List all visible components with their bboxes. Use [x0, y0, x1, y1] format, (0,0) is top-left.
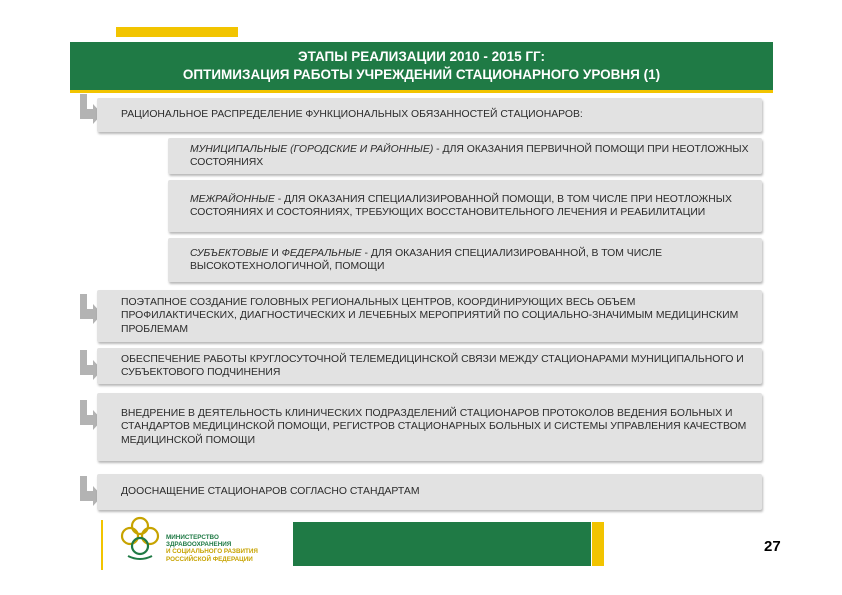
ministry-line: РОССИЙСКОЙ ФЕДЕРАЦИИ [166, 555, 253, 563]
sub-item-mid: И [268, 247, 282, 259]
list-item [97, 393, 762, 461]
ministry-line: ЗДРАВООХРАНЕНИЯ [166, 541, 232, 549]
slide-title-line2: ОПТИМИЗАЦИЯ РАБОТЫ УЧРЕЖДЕНИЙ СТАЦИОНАРНОГО УРОВНЯ (1) [182, 67, 661, 82]
top-accent-bar [116, 27, 238, 37]
sub-list-item [168, 238, 762, 282]
footer-yellow-bar [592, 522, 604, 566]
list-item [97, 98, 762, 132]
sub-item-emphasis: МЕЖРАЙОННЫЕ [190, 193, 275, 205]
footer-divider [101, 520, 103, 570]
ministry-name [166, 534, 276, 563]
slide-title-line1: ЭТАПЫ РЕАЛИЗАЦИИ 2010 - 2015 ГГ: [297, 49, 545, 64]
list-item [97, 290, 762, 342]
ministry-line: И СОЦИАЛЬНОГО РАЗВИТИЯ [166, 548, 258, 556]
sub-item-emphasis: МУНИЦИПАЛЬНЫЕ (ГОРОДСКИЕ И РАЙОННЫЕ) [190, 143, 434, 155]
item-text: ДООСНАЩЕНИЕ СТАЦИОНАРОВ СОГЛАСНО СТАНДАРТАМ [121, 486, 420, 498]
list-item [97, 348, 762, 384]
sub-item-text: - ДЛЯ ОКАЗАНИЯ СПЕЦИАЛИЗИРОВАННОЙ, В ТОМ ЧИСЛЕ ВЫСОКОТЕХНОЛОГИЧНОЙ, ПОМОЩИ [190, 247, 663, 272]
ministry-line: МИНИСТЕРСТВО [166, 534, 219, 541]
item-text: ОБЕСПЕЧЕНИЕ РАБОТЫ КРУГЛОСУТОЧНОЙ ТЕЛЕМЕДИЦИНСКОЙ СВЯЗИ МЕЖДУ СТАЦИОНАРАМИ МУНИЦИПАЛЬНОГО И СУБЪЕКТОВОГО ПОДЧИНЕНИЯ [121, 353, 744, 378]
title-underline [70, 90, 773, 93]
list-item [97, 474, 762, 510]
sub-item-emphasis: ФЕДЕРАЛЬНЫЕ [281, 247, 362, 259]
sub-list-item [168, 138, 762, 174]
item-text: РАЦИОНАЛЬНОЕ РАСПРЕДЕЛЕНИЕ ФУНКЦИОНАЛЬНЫХ ОБЯЗАННОСТЕЙ СТАЦИОНАРОВ: [121, 109, 583, 121]
item-text: ПОЭТАПНОЕ СОЗДАНИЕ ГОЛОВНЫХ РЕГИОНАЛЬНЫХ ЦЕНТРОВ, КООРДИНИРУЮЩИХ ВЕСЬ ОБЪЕМ ПРОФИЛАКТИЧЕСКИХ, ДИАГНОСТИЧЕСКИХ И ЛЕЧЕБНЫХ МЕРОПРИЯТИЙ ПО СОЦИАЛЬНО-ЗНАЧИМЫМ МЕДИЦИНСКИМ ПРОБЛЕМАМ [121, 296, 739, 335]
footer-green-bar [293, 522, 591, 566]
ministry-logo-icon [118, 516, 162, 564]
item-text: ВНЕДРЕНИЕ В ДЕЯТЕЛЬНОСТЬ КЛИНИЧЕСКИХ ПОДРАЗДЕЛЕНИЙ СТАЦИОНАРОВ ПРОТОКОЛОВ ВЕДЕНИЯ БОЛЬНЫХ И СТАНДАРТОВ МЕДИЦИНСКОЙ ПОМОЩИ, РЕГИСТРОВ СТАЦИОНАРНЫХ БОЛЬНЫХ И СИСТЕМЫ УПРАВЛЕНИЯ КАЧЕСТВОМ МЕДИЦИНСКОЙ ПОМОЩИ [121, 407, 747, 446]
sub-item-text: - ДЛЯ ОКАЗАНИЯ СПЕЦИАЛИЗИРОВАННОЙ ПОМОЩИ, В ТОМ ЧИСЛЕ ПРИ НЕОТЛОЖНЫХ СОСТОЯНИЯХ И СОСТОЯНИЯХ, ТРЕБУЮЩИХ ВОССТАНОВИТЕЛЬНОГО ЛЕЧЕНИЯ И РЕАБИЛИТАЦИИ [190, 193, 732, 218]
sub-item-emphasis: СУБЪЕКТОВЫЕ [190, 247, 269, 259]
sub-list-item [168, 180, 762, 232]
sub-item-text: - ДЛЯ ОКАЗАНИЯ ПЕРВИЧНОЙ ПОМОЩИ ПРИ НЕОТЛОЖНЫХ СОСТОЯНИЯХ [190, 143, 749, 168]
page-number: 27 [764, 538, 781, 555]
slide-title [70, 42, 773, 90]
